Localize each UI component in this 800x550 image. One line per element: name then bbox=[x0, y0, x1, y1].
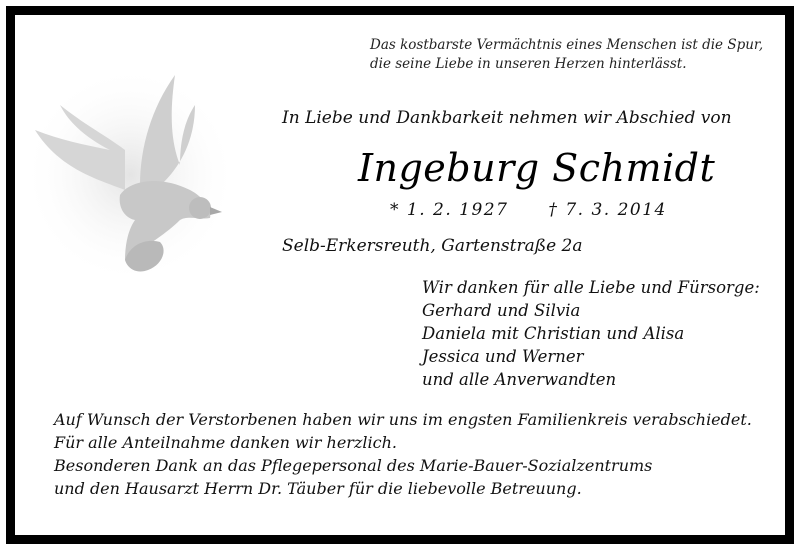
address: Selb-Erkersreuth, Gartenstraße 2a bbox=[282, 236, 583, 256]
thanks-heading: Wir danken für alle Liebe und Fürsorge: bbox=[422, 278, 760, 297]
mourner-line: Jessica und Werner bbox=[422, 347, 584, 366]
farewell-intro: In Liebe und Dankbarkeit nehmen wir Abschied von bbox=[282, 108, 732, 128]
deceased-name: Ingeburg Schmidt bbox=[358, 146, 716, 190]
dove-image bbox=[30, 70, 230, 280]
motto-quote bbox=[370, 36, 763, 74]
motto-line-1: Das kostbarste Vermächtnis eines Menschen ist die Spur, bbox=[370, 37, 764, 53]
closing-line: Besonderen Dank an das Pflegepersonal des Marie-Bauer-Sozialzentrums bbox=[54, 456, 653, 475]
closing-line: Für alle Anteilnahme danken wir herzlich. bbox=[54, 433, 397, 452]
closing-line: Auf Wunsch der Verstorbenen haben wir uns im engsten Familienkreis verabschiedet. bbox=[54, 410, 752, 429]
mourner-line: Daniela mit Christian und Alisa bbox=[422, 324, 685, 343]
life-dates bbox=[390, 200, 667, 220]
birth-date: * 1. 2. 1927 bbox=[390, 200, 509, 220]
closing-line: und den Hausarzt Herrn Dr. Täuber für die liebevolle Betreuung. bbox=[54, 479, 582, 498]
death-date: † 7. 3. 2014 bbox=[548, 200, 667, 220]
mourners-block bbox=[422, 276, 760, 391]
closing-text bbox=[54, 408, 752, 500]
motto-line-2: die seine Liebe in unseren Herzen hinterlässt. bbox=[370, 56, 687, 72]
mourner-line: Gerhard und Silvia bbox=[422, 301, 581, 320]
mourner-line: und alle Anverwandten bbox=[422, 370, 617, 389]
